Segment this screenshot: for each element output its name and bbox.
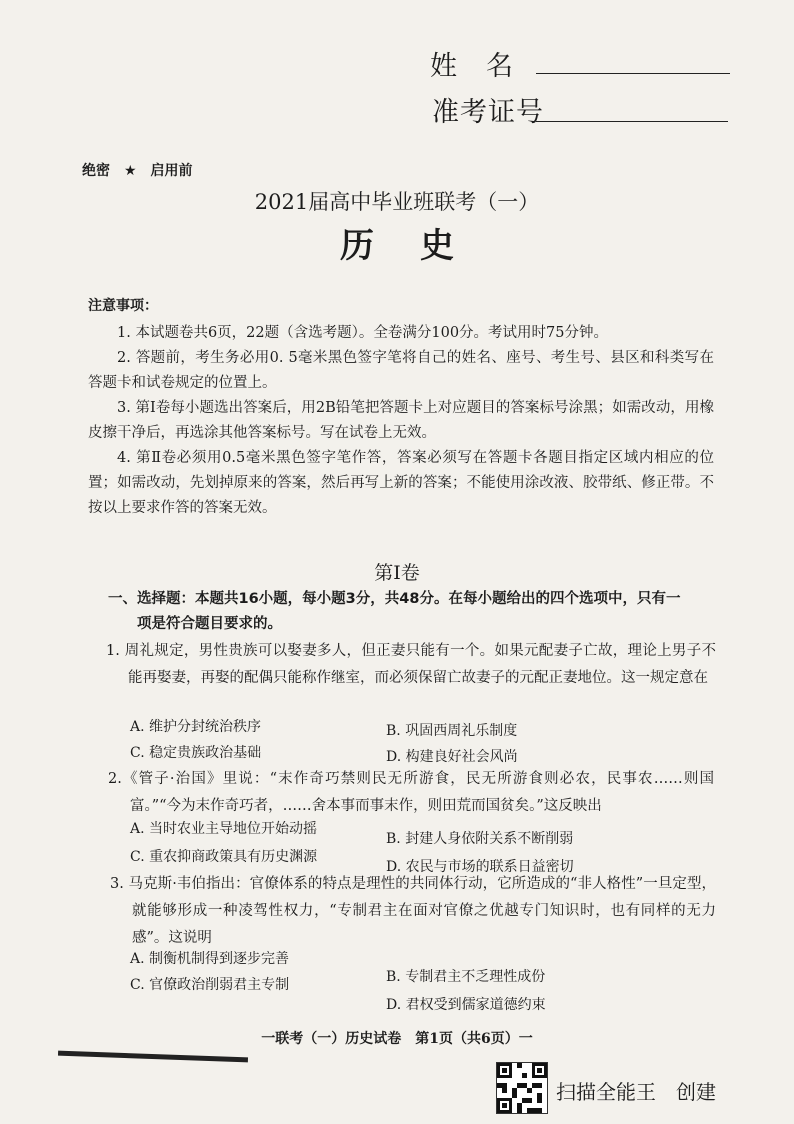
qr-code-icon: [496, 1062, 548, 1114]
notice-heading: 注意事项：: [88, 298, 158, 314]
scanner-watermark: 扫描全能王 创建: [556, 1080, 716, 1104]
exam-id-underline: [536, 121, 728, 122]
option-a: A. 当时农业主导地位开始动摇: [130, 821, 318, 837]
volume-heading: 第Ⅰ卷: [374, 562, 420, 584]
option-a: A. 制衡机制得到逐步完善: [130, 951, 290, 967]
page-footer: 一联考（一）历史试卷 第1页（共6页）一: [261, 1031, 533, 1047]
name-underline: [536, 73, 730, 74]
question-stem: 3. 马克斯·韦伯指出：官僚体系的特点是理性的共同体行动，它所造成的“非人格性”一旦定型，就能够形成一种凌驾性权力，“专制君主在面对官僚之优越专门知识时，也有同样的无力感”。这说明: [110, 876, 716, 946]
exam-id-label: 准考证号: [432, 97, 544, 128]
option-d: D. 构建良好社会风尚: [386, 749, 518, 765]
subject-title: 历史: [340, 226, 500, 266]
scan-edge-mark: [58, 1051, 248, 1063]
option-c: C. 稳定贵族政治基础: [130, 745, 262, 761]
option-d: D. 农民与市场的联系日益密切: [386, 859, 574, 875]
section-heading-line: 一、选择题：本题共16小题，每小题3分，共48分。在每小题给出的四个选项中，只有一: [108, 591, 681, 607]
notice-item: 2. 答题前，考生务必用0. 5毫米黑色签字笔将自己的姓名、座号、考生号、县区和科类写在答题卡和试卷规定的位置上。: [88, 350, 714, 391]
question-stem: 2.《管子·治国》里说：“末作奇巧禁则民无所游食，民无所游食则必农，民事农……则国富。”“今为末作奇巧者，……舍本事而事末作，则田荒而国贫矣。”这反映出: [108, 771, 714, 814]
option-c: C. 官僚政治削弱君主专制: [130, 977, 290, 993]
question-3: [110, 871, 716, 952]
question-2: [108, 766, 714, 820]
question-stem: 1. 周礼规定，男性贵族可以娶妻多人，但正妻只能有一个。如果元配妻子亡故，理论上男子不能再娶妻，再娶的配偶只能称作继室，而必须保留亡故妻子的元配正妻地位。这一规定意在: [106, 643, 716, 686]
option-c: C. 重农抑商政策具有历史渊源: [130, 849, 318, 865]
section-heading: [108, 587, 714, 637]
notice-item: 4. 第Ⅱ卷必须用0.5毫米黑色签字笔作答，答案必须写在答题卡各题目指定区域内相应的位置；如需改动，先划掉原来的答案，然后再写上新的答案；不能使用涂改液、胶带纸、修正带。不按以上要求作答的答案无效。: [88, 450, 714, 516]
option-d: D. 君权受到儒家道德约束: [386, 997, 546, 1013]
name-label: 姓 名: [430, 51, 514, 82]
section-heading-line: 项是符合题目要求的。: [137, 616, 282, 632]
question-1: [106, 638, 716, 692]
option-b: B. 专制君主不乏理性成份: [386, 969, 546, 985]
notice-item: 1. 本试题卷共6页，22题（含选考题）。全卷满分100分。考试用时75分钟。: [117, 325, 608, 341]
option-b: B. 巩固西周礼乐制度: [386, 723, 518, 739]
option-b: B. 封建人身依附关系不断削弱: [386, 831, 574, 847]
exam-title: 2021届高中毕业班联考（一）: [254, 190, 540, 214]
notice-list: [88, 321, 714, 521]
notice-item: 3. 第Ⅰ卷每小题选出答案后，用2B铅笔把答题卡上对应题目的答案标号涂黑；如需改动，用橡皮擦干净后，再选涂其他答案标号。写在试卷上无效。: [88, 400, 714, 441]
option-a: A. 维护分封统治秩序: [130, 719, 262, 735]
confidential-mark: 绝密 ★ 启用前: [82, 163, 193, 179]
